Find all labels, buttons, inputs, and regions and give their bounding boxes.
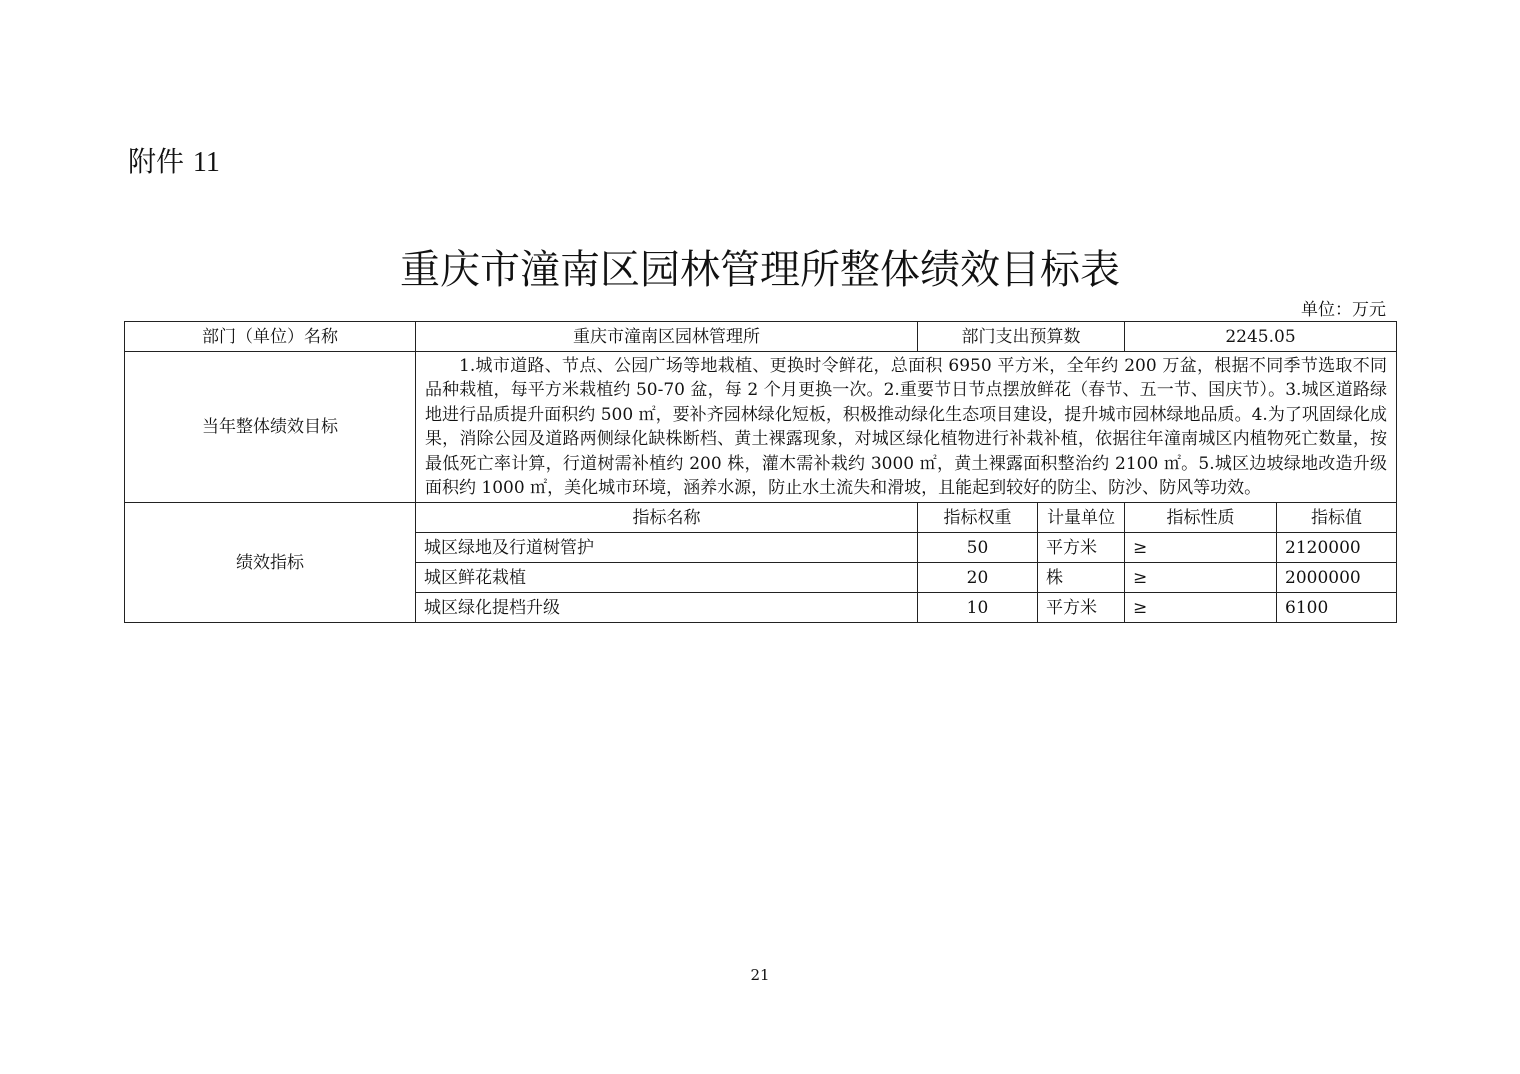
indicator-unit: 平方米	[1038, 533, 1125, 563]
dept-name-label: 部门（单位）名称	[125, 322, 416, 352]
indicator-weight: 50	[918, 533, 1038, 563]
indicator-name: 城区绿化提档升级	[416, 593, 918, 623]
attachment-label	[128, 140, 220, 180]
indicator-name: 城区鲜花栽植	[416, 563, 918, 593]
document-title: 重庆市潼南区园林管理所整体绩效目标表	[400, 247, 1120, 293]
indicator-nature: ≥	[1125, 533, 1277, 563]
indicator-header-row	[125, 503, 1397, 533]
header-nature: 指标性质	[1125, 503, 1277, 533]
indicator-value: 2000000	[1277, 563, 1397, 593]
attachment-number: 11	[192, 147, 220, 178]
attachment-prefix: 附件	[128, 145, 185, 178]
budget-label: 部门支出预算数	[918, 322, 1125, 352]
budget-value: 2245.05	[1125, 322, 1397, 352]
indicator-value: 6100	[1277, 593, 1397, 623]
goal-text: 1.城市道路、节点、公园广场等地栽植、更换时令鲜花，总面积 6950 平方米，全年约 200 万盆，根据不同季节选取不同品种栽植，每平方米栽植约 50-70 盆，每 2 个月更换一次。2.重要节日节点摆放鲜花（春节、五一节、国庆节）。3.城区道路绿地进行品质提升面积约 500 ㎡，要补齐园林绿化短板，积极推动绿化生态项目建设，提升城市园林绿地品质。4.为了巩固绿化成果，消除公园及道路两侧绿化缺株断档、黄土裸露现象，对城区绿化植物进行补栽补植，依据往年潼南城区内植物死亡数量，按最低死亡率计算，行道树需补植约 200 株，灌木需补栽约 3000 ㎡，黄土裸露面积整治约 2100 ㎡。5.城区边坡绿地改造升级面积约 1000 ㎡，美化城市环境，涵养水源，防止水土流失和滑坡，且能起到较好的防尘、防沙、防风等功效。	[416, 352, 1397, 503]
page-number: 21	[750, 966, 770, 984]
performance-target-table	[124, 321, 1397, 623]
indicator-unit: 株	[1038, 563, 1125, 593]
header-indicator-name: 指标名称	[416, 503, 918, 533]
goal-row	[125, 352, 1397, 503]
indicator-nature: ≥	[1125, 593, 1277, 623]
indicator-value: 2120000	[1277, 533, 1397, 563]
dept-name-value: 重庆市潼南区园林管理所	[416, 322, 918, 352]
indicator-unit: 平方米	[1038, 593, 1125, 623]
header-unit: 计量单位	[1038, 503, 1125, 533]
indicator-weight: 20	[918, 563, 1038, 593]
indicator-nature: ≥	[1125, 563, 1277, 593]
unit-label: 单位：万元	[1301, 300, 1386, 320]
dept-row	[125, 322, 1397, 352]
goal-label: 当年整体绩效目标	[125, 352, 416, 503]
header-value: 指标值	[1277, 503, 1397, 533]
indicator-weight: 10	[918, 593, 1038, 623]
indicator-label: 绩效指标	[125, 503, 416, 623]
header-weight: 指标权重	[918, 503, 1038, 533]
indicator-name: 城区绿地及行道树管护	[416, 533, 918, 563]
